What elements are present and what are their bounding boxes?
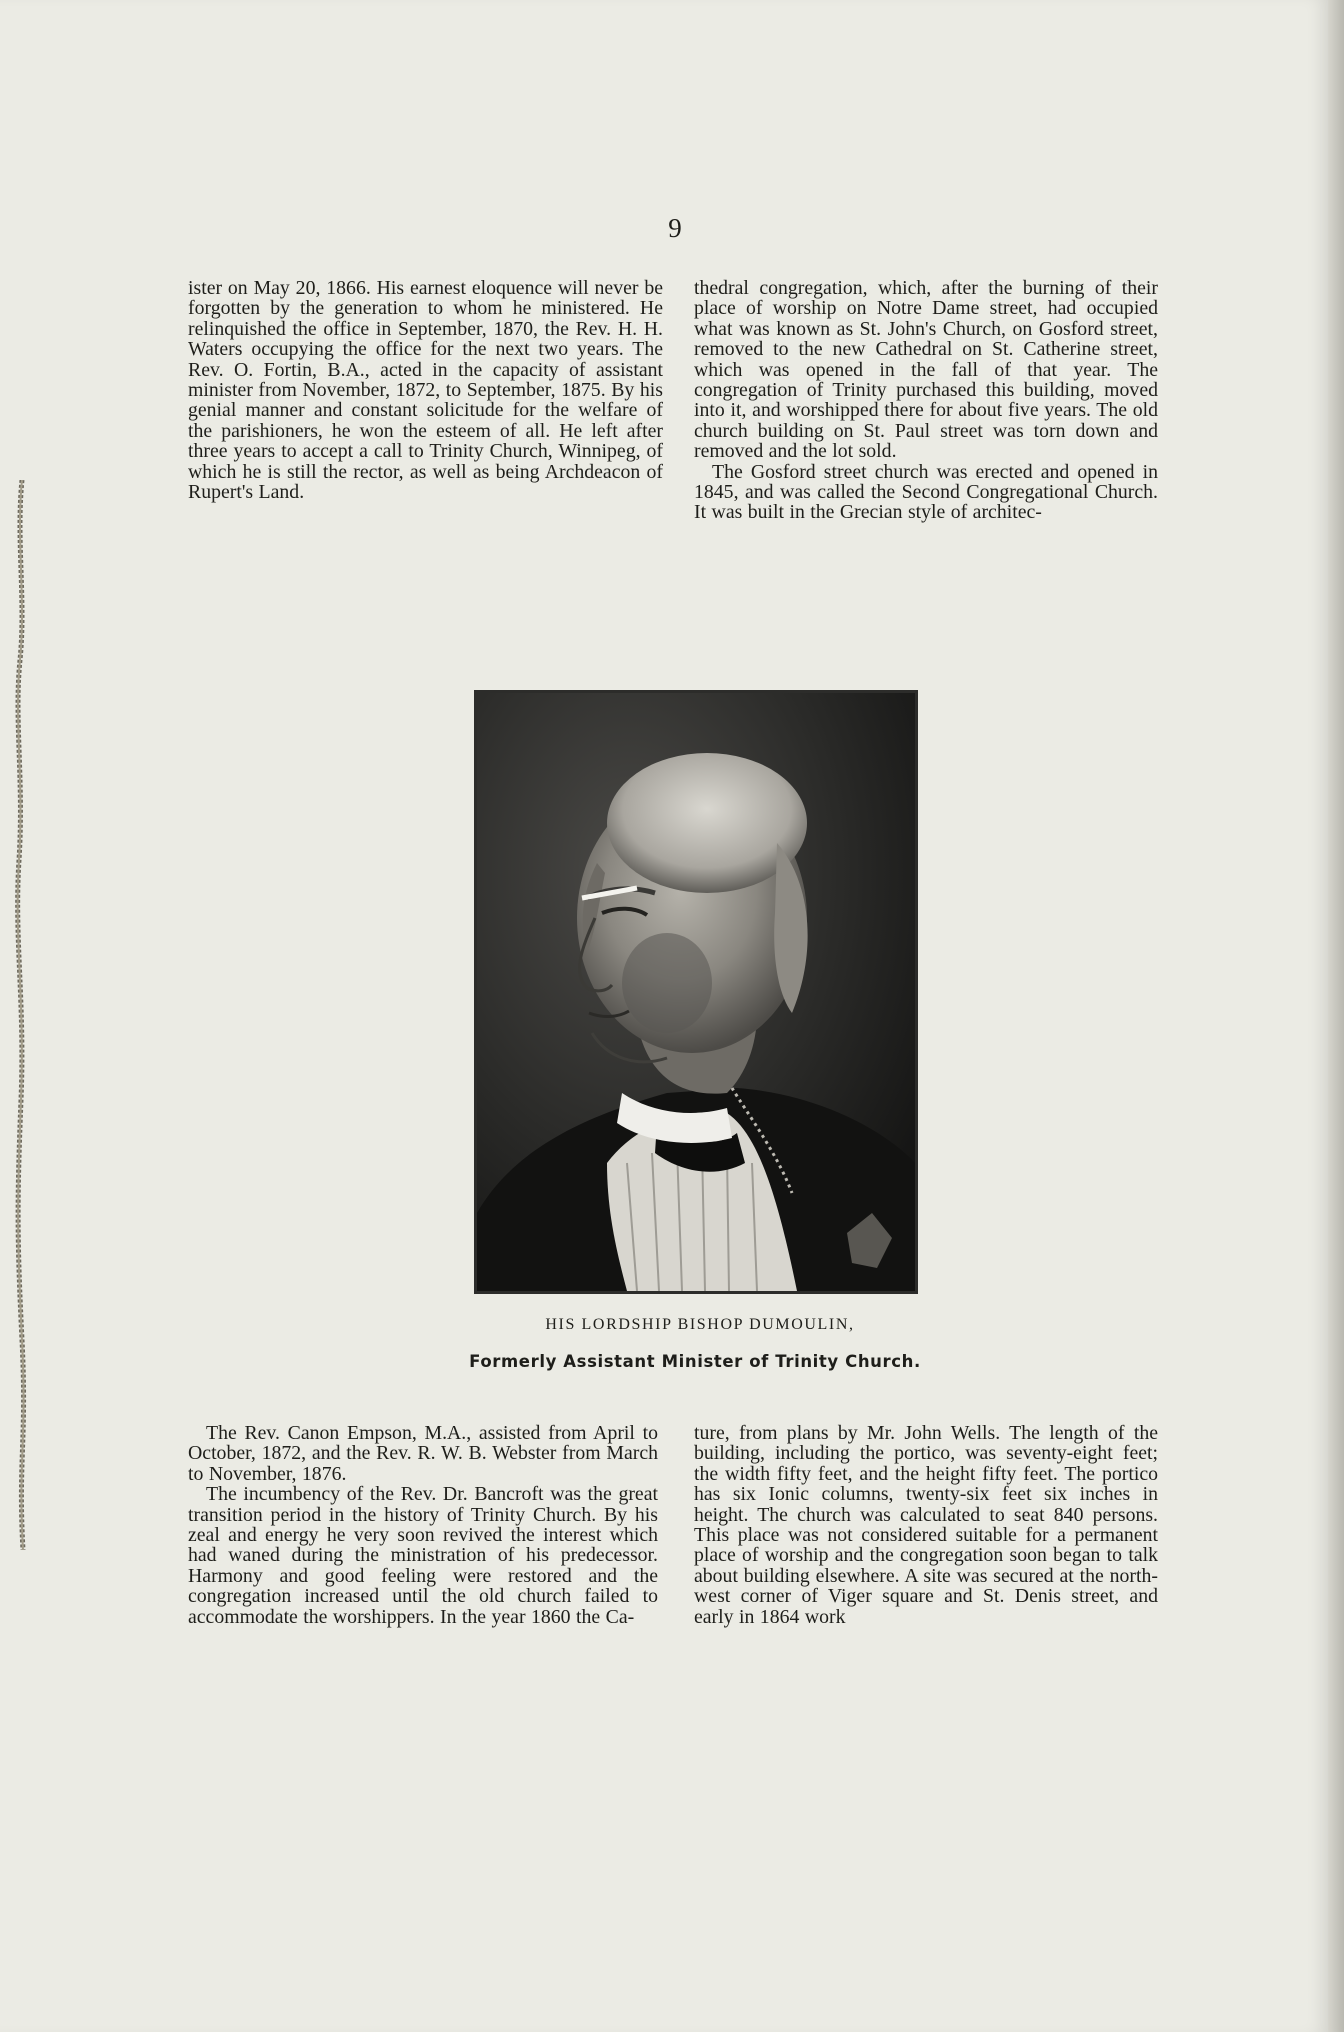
text-column-bottom-right <box>694 1423 1158 1627</box>
portrait-photo <box>474 690 918 1294</box>
page-edge <box>1328 0 1344 2032</box>
paragraph: The incumbency of the Rev. Dr. Bancroft was the great transition period in the history of Trinity Church. By his zeal and energy he very soon revived the interest which had waned during the ministration of his predecessor. Harmony and good feeling were restored and the congregation increased until the old church failed to accommodate the worshippers. In the year 1860 the Ca- <box>188 1483 658 1628</box>
text-column-bottom-left <box>188 1423 658 1627</box>
figure-caption-subtitle: Formerly Assistant Minister of Trinity Church. <box>469 1352 921 1371</box>
page-number: 9 <box>668 213 682 243</box>
paragraph: The Rev. Canon Empson, M.A., assisted from April to October, 1872, and the Rev. R. W. B. Webster from March to November, 1876. <box>188 1422 658 1485</box>
binding-string <box>14 480 28 1550</box>
portrait-image <box>477 693 915 1291</box>
paragraph: ister on May 20, 1866. His earnest eloquence will never be forgotten by the generation to whom he ministered. He relinquished the office in September, 1870, the Rev. H. H. Waters occupying the office for the next two years. The Rev. O. Fortin, B.A., acted in the capacity of assistant minister from November, 1872, to September, 1875. By his genial manner and constant solicitude for the welfare of the parishioners, he won the esteem of all. He left after three years to accept a call to Trinity Church, Winnipeg, of which he is still the rector, as well as being Archdeacon of Rupert's Land. <box>188 277 663 504</box>
text-column-top-right <box>694 278 1158 523</box>
figure-caption-name: HIS LORDSHIP BISHOP DUMOULIN, <box>545 1316 855 1333</box>
paragraph: thedral congregation, which, after the burning of their place of worship on Notre Dame street, had occupied what was known as St. John's Church, on Gosford street, removed to the new Cathedral on St. Catherine street, which was opened in the fall of that year. The congregation of Trinity purchased this building, moved into it, and worshipped there for about five years. The old church building on St. Paul street was torn down and removed and the lot sold. <box>694 277 1158 463</box>
paragraph: The Gosford street church was erected and opened in 1845, and was called the Second Congregational Church. It was built in the Grecian style of architec- <box>694 460 1158 524</box>
text-column-top-left <box>188 278 663 502</box>
paragraph: ture, from plans by Mr. John Wells. The length of the building, including the portico, was seventy-eight feet; the width fifty feet, and the height fifty feet. The portico has six Ionic columns, twenty-six feet six inches in height. The church was calculated to seat 840 persons. This place was not considered suitable for a permanent place of worship and the congregation soon began to talk about building elsewhere. A site was secured at the north-west corner of Viger square and St. Denis street, and early in 1864 work <box>694 1422 1158 1628</box>
